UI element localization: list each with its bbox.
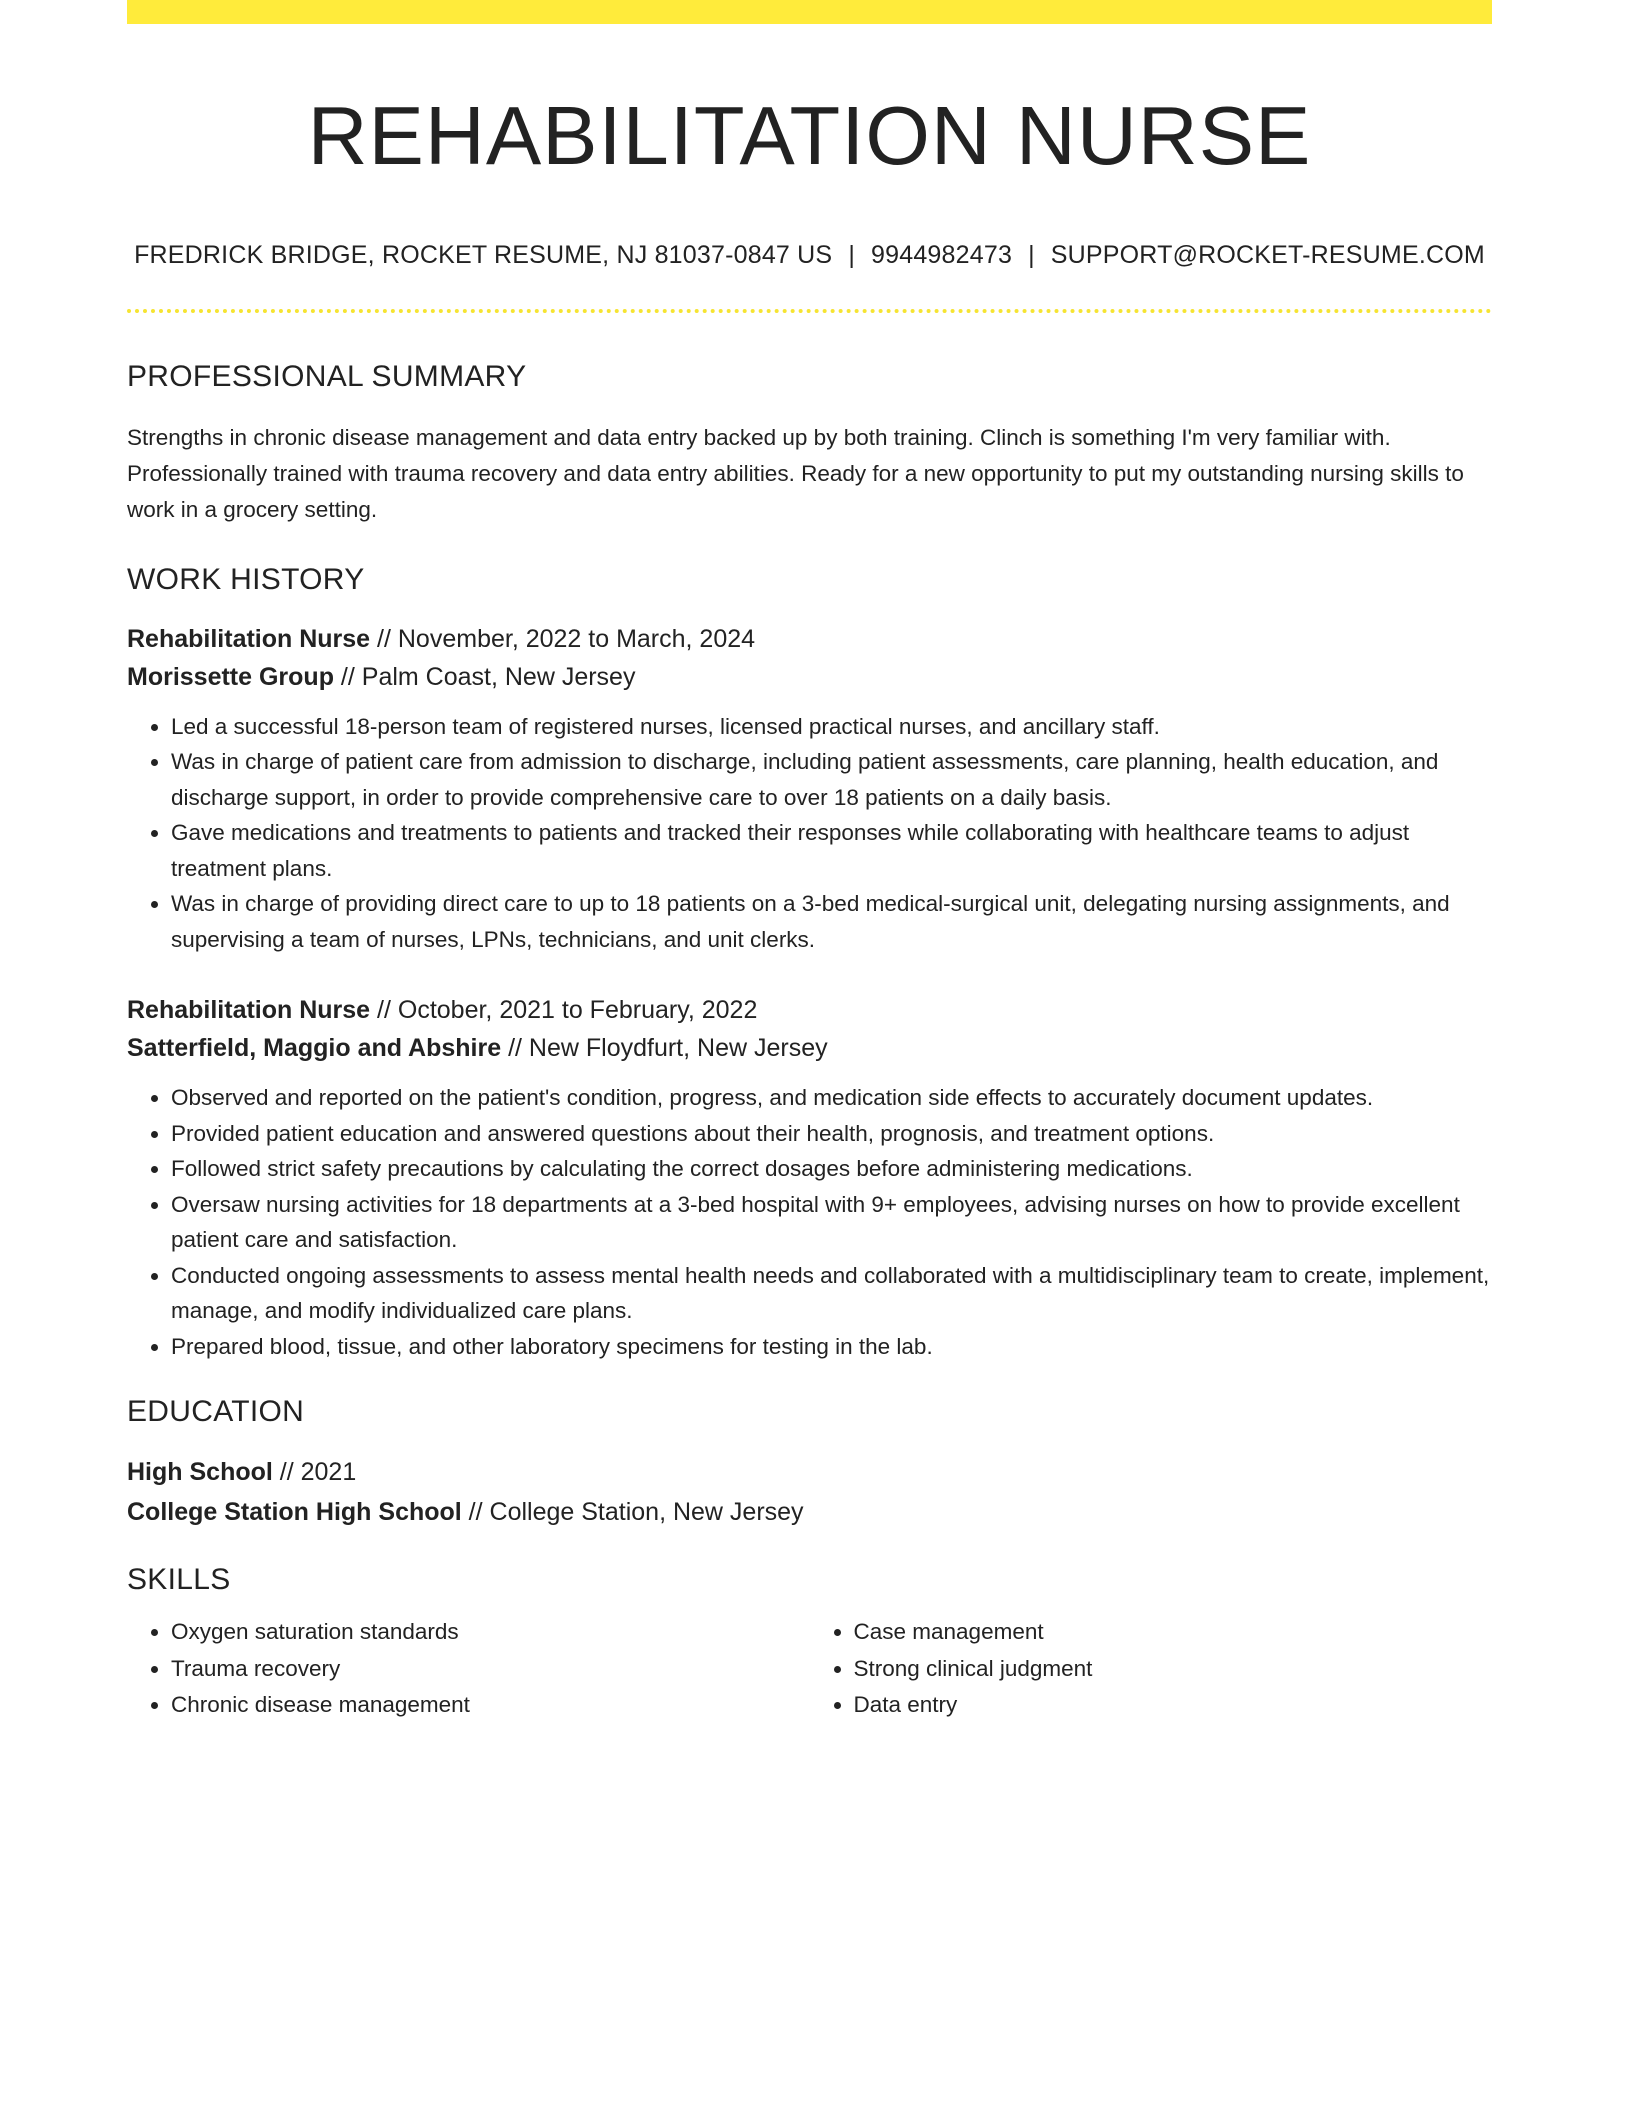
job-dates: // November, 2022 to March, 2024: [370, 624, 756, 653]
resume-page: [127, 0, 1492, 1724]
skill-item: • Case management: [854, 1614, 1493, 1651]
job-company: Satterfield, Maggio and Abshire: [127, 1034, 502, 1063]
job-title: Rehabilitation Nurse: [127, 624, 371, 653]
skill-item: • Chronic disease management: [171, 1687, 810, 1724]
skill-item: • Data entry: [854, 1687, 1493, 1724]
education-location: // College Station, New Jersey: [461, 1498, 804, 1527]
job-company-line: [127, 1029, 1492, 1067]
job-bullet: • Conducted ongoing assessments to assess mental health needs and collaborated with a multidisciplinary team to create, implement, manage, and modify individualized care plans.: [171, 1258, 1492, 1329]
job-bullet: • Gave medications and treatments to patients and tracked their responses while collaborating with healthcare teams to adjust treatment plans.: [171, 815, 1492, 886]
education-entry: [127, 1452, 1492, 1532]
contact-phone: 9944982473: [871, 241, 1013, 270]
job-bullet: • Was in charge of providing direct care to up to 18 patients on a 3-bed medical-surgical unit, delegating nursing assignments, and supervising a team of nurses, LPNs, technicians, and unit clerks.: [171, 886, 1492, 957]
job-location: // Palm Coast, New Jersey: [333, 662, 636, 691]
education-school: College Station High School: [127, 1498, 462, 1527]
resume-title: REHABILITATION NURSE: [307, 89, 1312, 182]
summary-text: Strengths in chronic disease management and data entry backed up by both training. Clinch is something I'm very familiar with. Professionally trained with trauma recovery and data entry abilities. Ready for a new opportunity to put my outstanding nursing skills to work in a grocery setting.: [127, 424, 1464, 522]
skills-column-right: [810, 1614, 1493, 1724]
contact-address: FREDRICK BRIDGE, ROCKET RESUME, NJ 81037-0847 US: [134, 241, 833, 270]
job-entry: [127, 620, 1492, 958]
job-title-line: [127, 620, 1492, 658]
education-heading: EDUCATION: [127, 1395, 305, 1429]
job-bullet: • Followed strict safety precautions by calculating the correct dosages before administering medications.: [171, 1151, 1492, 1187]
contact-email: SUPPORT@ROCKET-RESUME.COM: [1050, 241, 1485, 270]
contact-line: [127, 239, 1492, 272]
job-bullet: • Provided patient education and answered questions about their health, prognosis, and treatment options.: [171, 1116, 1492, 1152]
skills-grid: [127, 1614, 1492, 1724]
skill-item: • Strong clinical judgment: [854, 1651, 1493, 1688]
skills-heading: SKILLS: [127, 1563, 231, 1597]
job-entry: [127, 991, 1492, 1364]
accent-top-bar: [127, 0, 1492, 24]
contact-separator: |: [848, 241, 856, 270]
job-bullet: • Led a successful 18-person team of registered nurses, licensed practical nurses, and ancillary staff.: [171, 709, 1492, 745]
job-title-line: [127, 991, 1492, 1029]
education-year: // 2021: [272, 1458, 357, 1487]
job-bullet: • Oversaw nursing activities for 18 departments at a 3-bed hospital with 9+ employees, advising nurses on how to provide excellent patient care and satisfaction.: [171, 1187, 1492, 1258]
skill-item: • Trauma recovery: [171, 1651, 810, 1688]
contact-separator: |: [1028, 241, 1035, 270]
job-bullet: • Observed and reported on the patient's condition, progress, and medication side effects to accurately document updates.: [171, 1080, 1492, 1116]
education-school-line: [127, 1492, 1492, 1532]
education-degree: High School: [127, 1458, 273, 1487]
job-bullets: [127, 1080, 1492, 1364]
job-company-line: [127, 658, 1492, 696]
job-title: Rehabilitation Nurse: [127, 996, 371, 1025]
job-bullet: • Prepared blood, tissue, and other laboratory specimens for testing in the lab.: [171, 1329, 1492, 1365]
job-bullet: • Was in charge of patient care from admission to discharge, including patient assessments, care planning, health education, and discharge support, in order to provide comprehensive care to over 18 patients on a daily basis.: [171, 744, 1492, 815]
skill-item: • Oxygen saturation standards: [171, 1614, 810, 1651]
summary-heading: PROFESSIONAL SUMMARY: [127, 359, 527, 393]
header-divider: [127, 309, 1492, 313]
job-dates: // October, 2021 to February, 2022: [370, 996, 758, 1025]
work-history-heading: WORK HISTORY: [127, 562, 365, 596]
education-degree-line: [127, 1452, 1492, 1492]
job-bullets: [127, 709, 1492, 958]
job-location: // New Floydfurt, New Jersey: [501, 1034, 828, 1063]
skills-column-left: [127, 1614, 810, 1724]
job-company: Morissette Group: [127, 662, 334, 691]
